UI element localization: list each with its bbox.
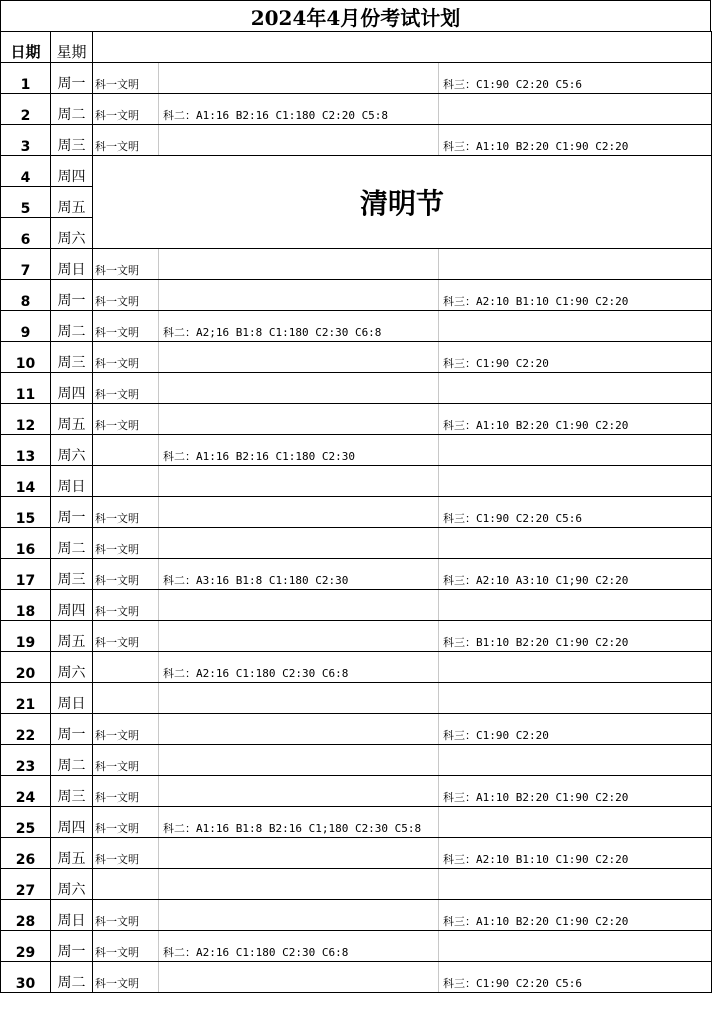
subject2-cell[interactable] xyxy=(159,528,439,559)
day-cell[interactable]: 9 xyxy=(1,311,51,342)
subject2-cell[interactable] xyxy=(159,373,439,404)
table-row xyxy=(1,869,712,900)
subject1-cell[interactable]: 科一文明 xyxy=(93,745,159,776)
subject1-cell[interactable]: 科一文明 xyxy=(93,249,159,280)
subject3-cell[interactable]: 科三：C1:90 C2:20 xyxy=(439,714,712,745)
subject3-cell[interactable]: 科三：A2:10 B1:10 C1:90 C2:20 xyxy=(439,280,712,311)
table-row xyxy=(1,435,712,466)
table-row xyxy=(1,497,712,528)
weekday-cell[interactable]: 周一 xyxy=(51,63,93,94)
subject1-cell[interactable]: 科一文明 xyxy=(93,94,159,125)
table-row xyxy=(1,931,712,962)
table-row xyxy=(1,94,712,125)
subject1-cell[interactable]: 科一文明 xyxy=(93,807,159,838)
weekday-cell[interactable]: 周日 xyxy=(51,466,93,497)
subject3-cell[interactable] xyxy=(439,94,712,125)
subject1-cell[interactable]: 科一文明 xyxy=(93,838,159,869)
subject2-cell[interactable]: 科二：A1:16 B2:16 C1:180 C2:20 C5:8 xyxy=(159,94,439,125)
table-row xyxy=(1,838,712,869)
day-cell[interactable]: 8 xyxy=(1,280,51,311)
weekday-cell[interactable]: 周一 xyxy=(51,497,93,528)
day-cell[interactable]: 19 xyxy=(1,621,51,652)
subject1-cell[interactable]: 科一文明 xyxy=(93,931,159,962)
weekday-cell[interactable]: 周六 xyxy=(51,869,93,900)
subject3-cell[interactable] xyxy=(439,869,712,900)
subject2-cell[interactable] xyxy=(159,404,439,435)
day-cell[interactable]: 13 xyxy=(1,435,51,466)
table-row xyxy=(1,621,712,652)
subject3-cell[interactable]: 科三：A1:10 B2:20 C1:90 C2:20 xyxy=(439,125,712,156)
table-row xyxy=(1,404,712,435)
weekday-cell[interactable]: 周二 xyxy=(51,745,93,776)
table-row xyxy=(1,311,712,342)
schedule-body xyxy=(1,32,712,993)
day-cell[interactable]: 4 xyxy=(1,156,51,187)
subject1-cell[interactable]: 科一文明 xyxy=(93,528,159,559)
subject1-cell[interactable]: 科一文明 xyxy=(93,125,159,156)
weekday-cell[interactable]: 周三 xyxy=(51,559,93,590)
weekday-cell[interactable]: 周六 xyxy=(51,435,93,466)
weekday-cell[interactable]: 周日 xyxy=(51,249,93,280)
subject3-cell[interactable]: 科三：C1:90 C2:20 C5:6 xyxy=(439,497,712,528)
subject3-cell[interactable]: 科三：A1:10 B2:20 C1:90 C2:20 xyxy=(439,776,712,807)
table-row xyxy=(1,125,712,156)
subject1-cell[interactable] xyxy=(93,869,159,900)
subject2-cell[interactable] xyxy=(159,280,439,311)
subject1-cell[interactable]: 科一文明 xyxy=(93,342,159,373)
subject1-cell[interactable]: 科一文明 xyxy=(93,63,159,94)
weekday-cell[interactable]: 周一 xyxy=(51,714,93,745)
subject3-cell[interactable] xyxy=(439,745,712,776)
subject1-cell[interactable]: 科一文明 xyxy=(93,590,159,621)
day-cell[interactable]: 23 xyxy=(1,745,51,776)
subject3-cell[interactable] xyxy=(439,807,712,838)
subject3-cell[interactable]: 科三：A2:10 B1:10 C1:90 C2:20 xyxy=(439,838,712,869)
day-cell[interactable]: 18 xyxy=(1,590,51,621)
subject2-cell[interactable] xyxy=(159,125,439,156)
day-cell[interactable]: 21 xyxy=(1,683,51,714)
subject1-cell[interactable] xyxy=(93,652,159,683)
header-weekday[interactable]: 星期 xyxy=(51,32,93,63)
weekday-cell[interactable]: 周五 xyxy=(51,187,93,218)
sheet-title: 2024年4月份考试计划 xyxy=(0,0,711,32)
day-cell[interactable]: 28 xyxy=(1,900,51,931)
weekday-cell[interactable]: 周四 xyxy=(51,590,93,621)
subject3-cell[interactable] xyxy=(439,249,712,280)
subject2-cell[interactable]: 科二：A2:16 C1:180 C2:30 C6:8 xyxy=(159,931,439,962)
day-cell[interactable]: 17 xyxy=(1,559,51,590)
table-row xyxy=(1,559,712,590)
subject2-cell[interactable]: 科二：A1:16 B2:16 C1:180 C2:30 xyxy=(159,435,439,466)
subject1-cell[interactable]: 科一文明 xyxy=(93,404,159,435)
table-row xyxy=(1,714,712,745)
day-cell[interactable]: 6 xyxy=(1,218,51,249)
day-cell[interactable]: 15 xyxy=(1,497,51,528)
day-cell[interactable]: 1 xyxy=(1,63,51,94)
subject1-cell[interactable]: 科一文明 xyxy=(93,497,159,528)
subject3-cell[interactable]: 科三：C1:90 C2:20 xyxy=(439,342,712,373)
header-blank[interactable] xyxy=(93,32,712,63)
subject2-cell[interactable] xyxy=(159,683,439,714)
table-row xyxy=(1,63,712,94)
weekday-cell[interactable]: 周一 xyxy=(51,280,93,311)
day-cell[interactable]: 24 xyxy=(1,776,51,807)
weekday-cell[interactable]: 周二 xyxy=(51,311,93,342)
weekday-cell[interactable]: 周二 xyxy=(51,962,93,993)
day-cell[interactable]: 20 xyxy=(1,652,51,683)
weekday-cell[interactable]: 周六 xyxy=(51,652,93,683)
weekday-cell[interactable]: 周五 xyxy=(51,621,93,652)
subject1-cell[interactable]: 科一文明 xyxy=(93,621,159,652)
day-cell[interactable]: 26 xyxy=(1,838,51,869)
day-cell[interactable]: 29 xyxy=(1,931,51,962)
subject3-cell[interactable] xyxy=(439,652,712,683)
header-day[interactable]: 日期 xyxy=(1,32,51,63)
day-cell[interactable]: 22 xyxy=(1,714,51,745)
subject1-cell[interactable]: 科一文明 xyxy=(93,311,159,342)
table-row xyxy=(1,466,712,497)
table-row xyxy=(1,962,712,993)
subject3-cell[interactable] xyxy=(439,373,712,404)
day-cell[interactable]: 30 xyxy=(1,962,51,993)
subject2-cell[interactable]: 科二：A3:16 B1:8 C1:180 C2:30 xyxy=(159,559,439,590)
subject1-cell[interactable]: 科一文明 xyxy=(93,714,159,745)
subject3-cell[interactable] xyxy=(439,590,712,621)
subject3-cell[interactable]: 科三：C1:90 C2:20 C5:6 xyxy=(439,63,712,94)
day-cell[interactable]: 3 xyxy=(1,125,51,156)
subject2-cell[interactable] xyxy=(159,63,439,94)
subject1-cell[interactable]: 科一文明 xyxy=(93,962,159,993)
weekday-cell[interactable]: 周六 xyxy=(51,218,93,249)
weekday-cell[interactable]: 周三 xyxy=(51,776,93,807)
subject3-cell[interactable]: 科三：A2:10 A3:10 C1;90 C2:20 xyxy=(439,559,712,590)
subject2-cell[interactable] xyxy=(159,900,439,931)
subject2-cell[interactable] xyxy=(159,869,439,900)
table-row xyxy=(1,652,712,683)
table-row xyxy=(1,900,712,931)
table-row xyxy=(1,373,712,404)
weekday-cell[interactable]: 周二 xyxy=(51,94,93,125)
subject2-cell[interactable]: 科二：A2;16 B1:8 C1:180 C2:30 C6:8 xyxy=(159,311,439,342)
subject3-cell[interactable]: 科三：C1:90 C2:20 C5:6 xyxy=(439,962,712,993)
subject1-cell[interactable]: 科一文明 xyxy=(93,559,159,590)
day-cell[interactable]: 14 xyxy=(1,466,51,497)
subject1-cell[interactable] xyxy=(93,435,159,466)
day-cell[interactable]: 7 xyxy=(1,249,51,280)
subject2-cell[interactable] xyxy=(159,249,439,280)
weekday-cell[interactable]: 周一 xyxy=(51,931,93,962)
subject2-cell[interactable] xyxy=(159,621,439,652)
subject1-cell[interactable] xyxy=(93,466,159,497)
subject3-cell[interactable]: 科三：A1:10 B2:20 C1:90 C2:20 xyxy=(439,404,712,435)
weekday-cell[interactable]: 周三 xyxy=(51,125,93,156)
subject2-cell[interactable] xyxy=(159,745,439,776)
day-cell[interactable]: 12 xyxy=(1,404,51,435)
subject1-cell[interactable]: 科一文明 xyxy=(93,900,159,931)
table-row xyxy=(1,745,712,776)
subject3-cell[interactable] xyxy=(439,683,712,714)
weekday-cell[interactable]: 周日 xyxy=(51,900,93,931)
subject1-cell[interactable] xyxy=(93,683,159,714)
table-row xyxy=(1,683,712,714)
subject3-cell[interactable] xyxy=(439,466,712,497)
day-cell[interactable]: 10 xyxy=(1,342,51,373)
subject2-cell[interactable] xyxy=(159,497,439,528)
subject2-cell[interactable] xyxy=(159,590,439,621)
weekday-cell[interactable]: 周日 xyxy=(51,683,93,714)
schedule-table xyxy=(0,31,712,993)
weekday-cell[interactable]: 周二 xyxy=(51,528,93,559)
subject2-cell[interactable] xyxy=(159,776,439,807)
day-cell[interactable]: 25 xyxy=(1,807,51,838)
subject2-cell[interactable] xyxy=(159,342,439,373)
table-row xyxy=(1,342,712,373)
holiday-cell[interactable]: 清明节 xyxy=(93,156,712,249)
weekday-cell[interactable]: 周四 xyxy=(51,373,93,404)
subject2-cell[interactable] xyxy=(159,838,439,869)
subject2-cell[interactable]: 科二：A2:16 C1:180 C2:30 C6:8 xyxy=(159,652,439,683)
subject3-cell[interactable]: 科三：B1:10 B2:20 C1:90 C2:20 xyxy=(439,621,712,652)
subject2-cell[interactable] xyxy=(159,466,439,497)
subject3-cell[interactable] xyxy=(439,435,712,466)
subject3-cell[interactable]: 科三：A1:10 B2:20 C1:90 C2:20 xyxy=(439,900,712,931)
weekday-cell[interactable]: 周三 xyxy=(51,342,93,373)
table-row xyxy=(1,280,712,311)
subject3-cell[interactable] xyxy=(439,931,712,962)
subject3-cell[interactable] xyxy=(439,311,712,342)
subject1-cell[interactable]: 科一文明 xyxy=(93,280,159,311)
weekday-cell[interactable]: 周五 xyxy=(51,404,93,435)
subject1-cell[interactable]: 科一文明 xyxy=(93,373,159,404)
day-cell[interactable]: 2 xyxy=(1,94,51,125)
weekday-cell[interactable]: 周五 xyxy=(51,838,93,869)
subject2-cell[interactable] xyxy=(159,962,439,993)
weekday-cell[interactable]: 周四 xyxy=(51,807,93,838)
header-row xyxy=(1,32,712,63)
subject2-cell[interactable]: 科二：A1:16 B1:8 B2:16 C1;180 C2:30 C5:8 xyxy=(159,807,439,838)
subject3-cell[interactable] xyxy=(439,528,712,559)
weekday-cell[interactable]: 周四 xyxy=(51,156,93,187)
day-cell[interactable]: 5 xyxy=(1,187,51,218)
table-row xyxy=(1,249,712,280)
table-row xyxy=(1,590,712,621)
table-row xyxy=(1,528,712,559)
table-row xyxy=(1,807,712,838)
subject2-cell[interactable] xyxy=(159,714,439,745)
table-row xyxy=(1,156,712,187)
day-cell[interactable]: 16 xyxy=(1,528,51,559)
table-row xyxy=(1,776,712,807)
day-cell[interactable]: 11 xyxy=(1,373,51,404)
subject1-cell[interactable]: 科一文明 xyxy=(93,776,159,807)
day-cell[interactable]: 27 xyxy=(1,869,51,900)
